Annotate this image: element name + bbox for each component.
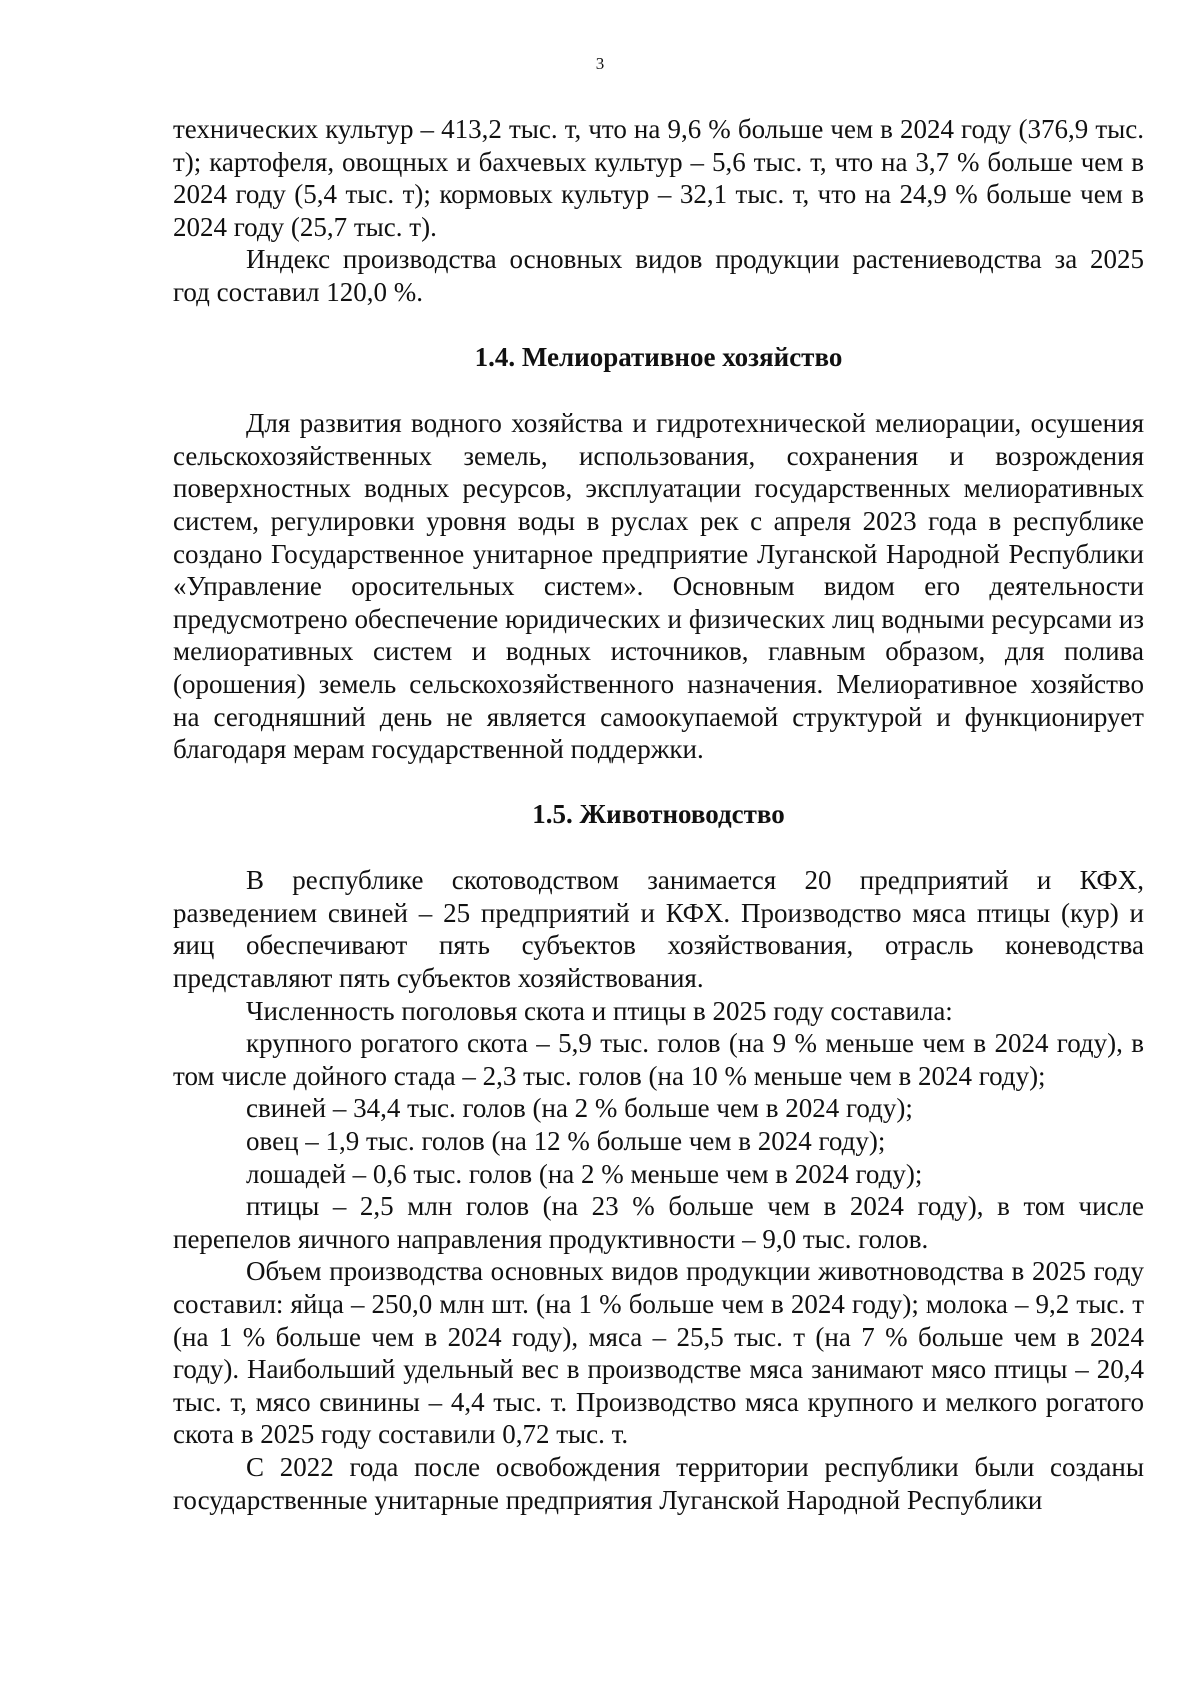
list-item-poultry: птицы – 2,5 млн голов (на 23 % больше чем в 2024 году), в том числе перепелов яичного направления продуктивности – 9,0 тыс. голов. bbox=[173, 1191, 1144, 1254]
list-item-horses: лошадей – 0,6 тыс. голов (на 2 % меньше чем в 2024 году); bbox=[246, 1158, 923, 1189]
paragraph-livestock-count-intro: Численность поголовья скота и птицы в 2025 году составила: bbox=[246, 995, 953, 1026]
paragraph-state-enterprises: С 2022 года после освобождения территории республики были созданы государственные унитарные предприятия Луганской Народной Республики bbox=[173, 1451, 1144, 1515]
list-item-sheep: овец – 1,9 тыс. голов (на 12 % больше чем в 2024 году); bbox=[246, 1126, 886, 1157]
paragraph-livestock-enterprises: В республике скотоводством занимается 20 предприятий и КФХ, разведением свиней – 25 предприятий и КФХ. Производство мяса птицы (кур) и яиц обеспечивают пять субъектов хозяйствования, отрасль коневодства представляют пять субъектов хозяйствования. bbox=[173, 865, 1144, 994]
paragraph-livestock-production: Объем производства основных видов продукции животноводства в 2025 году составил: яйца – 250,0 млн шт. (на 1 % больше чем в 2024 году); молока – 9,2 тыс. т (на 1 % больше чем в 2024 году), мяса – 25,5 тыс. т (на 7 % больше чем в 2024 году). Наибольший удельный вес в производстве мяса занимают мясо птицы – 20,4 тыс. т, мясо свинины – 4,4 тыс. т. Производство мяса крупного и мелкого рогатого скота в 2025 году составили 0,72 тыс. т. bbox=[173, 1256, 1144, 1450]
section-heading-melioration: 1.4. Мелиоративное хозяйство bbox=[474, 341, 843, 372]
paragraph-melioration: Для развития водного хозяйства и гидротехнической мелиорации, осушения сельскохозяйственных земель, использования, сохранения и возрождения поверхностных водных ресурсов, эксплуатации государственных мелиоративных систем, регулировки уровня воды в руслах рек с апреля 2023 года в республике создано Государственное унитарное предприятие Луганской Народной Республики «Управление оросительных систем». Основным видом его деятельности предусмотрено обеспечение юридических и физических лиц водными ресурсами из мелиоративных систем и водных источников, главным образом, для полива (орошения) земель сельскохозяйственного назначения. Мелиоративное хозяйство на сегодняшний день не является самоокупаемой структурой и функционирует благодаря мерам государственной поддержки. bbox=[173, 408, 1144, 765]
list-item-pigs: свиней – 34,4 тыс. голов (на 2 % больше чем в 2024 году); bbox=[246, 1093, 913, 1124]
list-item-cattle: крупного рогатого скота – 5,9 тыс. голов (на 9 % меньше чем в 2024 году), в том числе дойного стада – 2,3 тыс. голов (на 10 % меньше чем в 2024 году); bbox=[173, 1028, 1144, 1091]
paragraph-technical-crops: технических культур – 413,2 тыс. т, что на 9,6 % больше чем в 2024 году (376,9 тыс. т); картофеля, овощных и бахчевых культур – 5,6 тыс. т, что на 3,7 % больше чем в 2024 году (5,4 тыс. т); кормовых культур – 32,1 тыс. т, что на 24,9 % больше чем в 2024 году (25,7 тыс. т). bbox=[173, 114, 1144, 242]
section-heading-livestock: 1.5. Животноводство bbox=[532, 798, 785, 829]
page-number: 3 bbox=[595, 54, 605, 73]
paragraph-crop-production-index: Индекс производства основных видов продукции растениеводства за 2025 год составил 120,0 %. bbox=[173, 244, 1144, 307]
document-body bbox=[173, 113, 1144, 1516]
